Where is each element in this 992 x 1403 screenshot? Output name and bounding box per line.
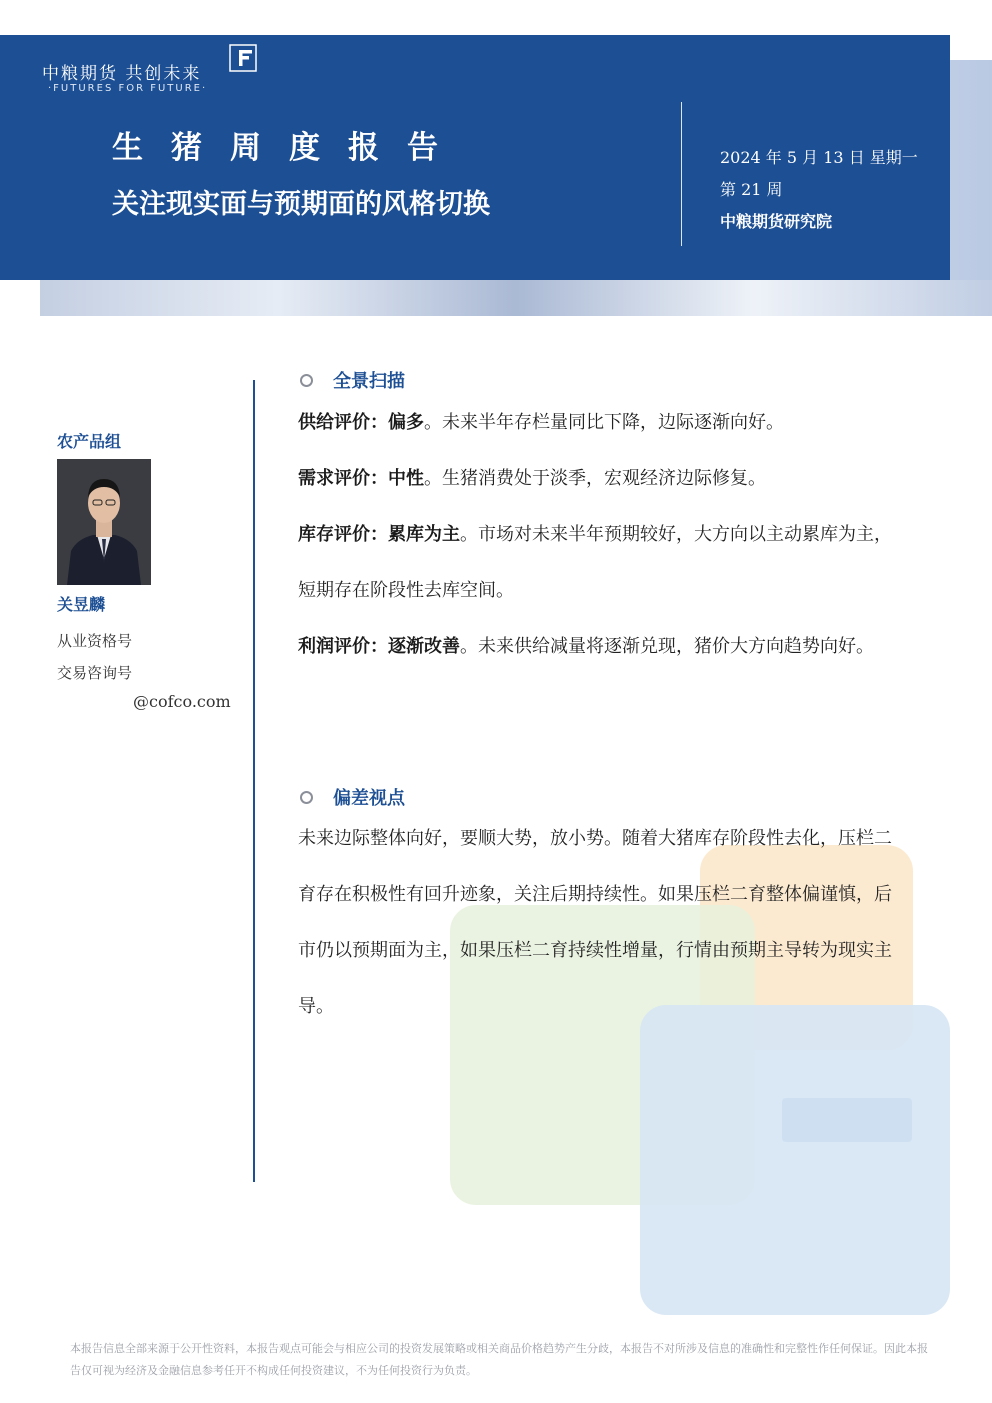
- company-logo-text: 中粮期货 共创未来: [42, 64, 202, 84]
- report-title: 生猪周度报告: [112, 130, 466, 166]
- circle-bullet-icon: [300, 374, 313, 387]
- demand-evaluation: 需求评价：中性。生猪消费处于淡季，宏观经济边际修复。: [298, 468, 766, 489]
- overview-paragraph: [298, 395, 908, 675]
- deviation-paragraph: 未来边际整体向好，要顺大势，放小势。随着大猪库存阶段性去化，压栏二育存在积极性有回升迹象，关注后期持续性。如果压栏二育整体偏谨慎，后市仍以预期面为主，如果压栏二育持续性增量，行情由预期主导转为现实主导。: [298, 828, 892, 1017]
- disclaimer-footer: 本报告信息全部来源于公开性资料，本报告观点可能会与相应公司的投资发展策略或相关商品价格趋势产生分歧，本报告不对所涉及信息的准确性和完整性作任何保证。因此本报告仅可视为经济及金融信息参考任开不构成任何投资建议，不为任何投资行为负责。: [70, 1342, 928, 1377]
- supply-evaluation: 供给评价：偏多。未来半年存栏量同比下降，边际逐渐向好。: [298, 412, 784, 433]
- circle-bullet-icon: [300, 791, 313, 804]
- inventory-evaluation: 库存评价：累库为主。市场对未来半年预期较好，大方向以主动累库为主，短期存在阶段性去库空间。: [298, 524, 892, 601]
- decor-blue-panel: [640, 1005, 950, 1315]
- decor-blue-bar: [782, 1098, 912, 1142]
- consult-label: 交易咨询号: [57, 664, 133, 682]
- header-divider: [681, 102, 682, 246]
- report-week: 第 21 周: [720, 180, 783, 199]
- sidebar-divider: [253, 380, 255, 1182]
- company-logo-icon: [229, 44, 257, 72]
- report-date: 2024 年 5 月 13 日 星期一: [720, 148, 918, 167]
- profit-evaluation: 利润评价：逐渐改善。未来供给减量将逐渐兑现，猪价大方向趋势向好。: [298, 636, 874, 657]
- author-email[interactable]: @cofco.com: [133, 692, 231, 711]
- qualification-label: 从业资格号: [57, 632, 133, 650]
- institute-name: 中粮期货研究院: [720, 212, 833, 231]
- company-logo-tagline: ·FUTURES FOR FUTURE·: [48, 83, 208, 94]
- section-heading-overview: 全景扫描: [300, 367, 405, 393]
- author-photo: [57, 459, 151, 585]
- author-name: 关昱麟: [57, 595, 106, 614]
- report-subtitle: 关注现实面与预期面的风格切换: [112, 189, 490, 220]
- section-heading-deviation: 偏差视点: [300, 784, 405, 810]
- research-group: 农产品组: [57, 432, 122, 451]
